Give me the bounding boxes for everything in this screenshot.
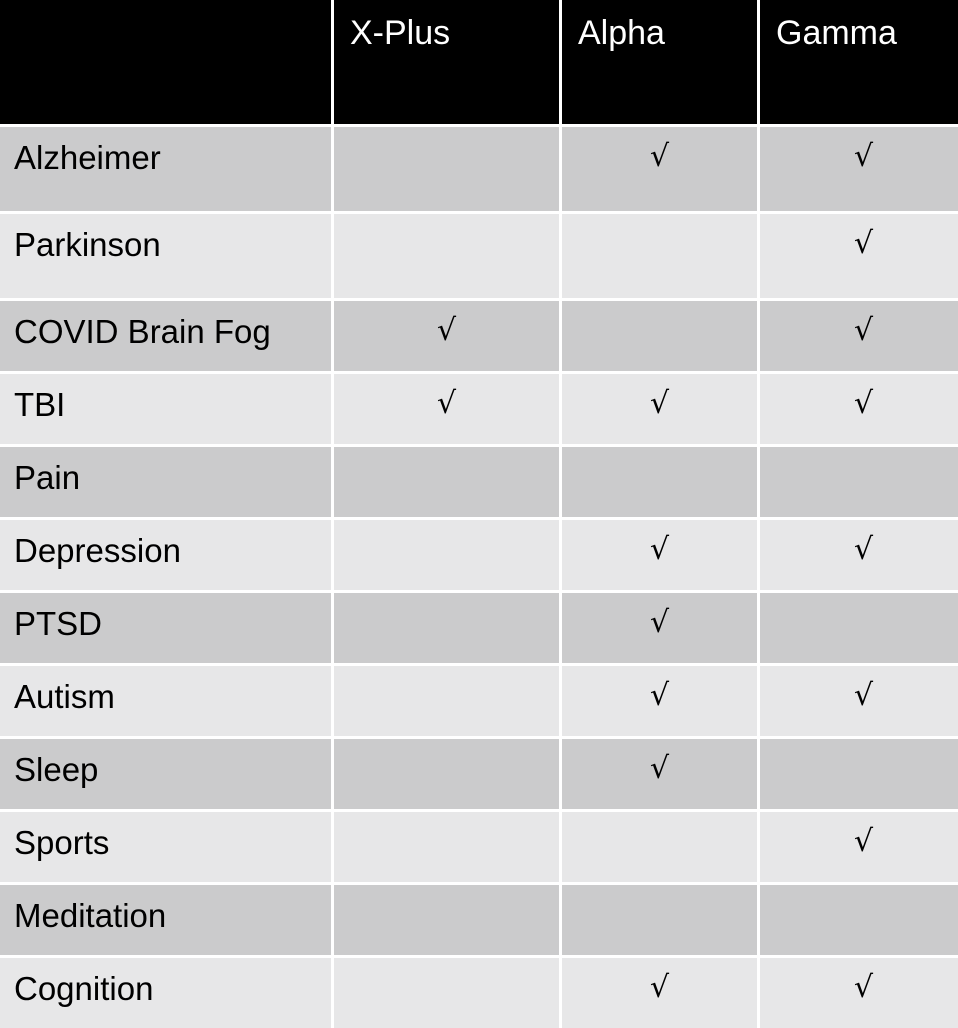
row-label-meditation: Meditation bbox=[0, 885, 331, 955]
check-cell: √ bbox=[562, 958, 757, 1028]
check-cell: √ bbox=[760, 666, 958, 736]
check-cell: √ bbox=[760, 374, 958, 444]
header-xplus: X-Plus bbox=[334, 0, 559, 124]
row-label-cognition: Cognition bbox=[0, 958, 331, 1028]
row-label-tbi: TBI bbox=[0, 374, 331, 444]
check-cell bbox=[334, 593, 559, 663]
check-cell: √ bbox=[760, 520, 958, 590]
check-cell bbox=[334, 739, 559, 809]
row-label-alzheimer: Alzheimer bbox=[0, 127, 331, 211]
check-cell bbox=[562, 301, 757, 371]
row-label-covid-brain-fog: COVID Brain Fog bbox=[0, 301, 331, 371]
header-corner-cell bbox=[0, 0, 331, 124]
row-label-pain: Pain bbox=[0, 447, 331, 517]
check-cell: √ bbox=[760, 214, 958, 298]
check-cell bbox=[760, 593, 958, 663]
check-cell bbox=[334, 127, 559, 211]
check-cell: √ bbox=[562, 666, 757, 736]
check-cell bbox=[334, 666, 559, 736]
row-label-sleep: Sleep bbox=[0, 739, 331, 809]
check-cell bbox=[334, 812, 559, 882]
check-cell bbox=[760, 739, 958, 809]
check-cell: √ bbox=[562, 739, 757, 809]
check-cell: √ bbox=[562, 520, 757, 590]
row-label-sports: Sports bbox=[0, 812, 331, 882]
row-label-ptsd: PTSD bbox=[0, 593, 331, 663]
check-cell: √ bbox=[562, 374, 757, 444]
check-cell: √ bbox=[562, 127, 757, 211]
check-cell: √ bbox=[562, 593, 757, 663]
check-cell: √ bbox=[760, 958, 958, 1028]
check-cell bbox=[562, 447, 757, 517]
row-label-autism: Autism bbox=[0, 666, 331, 736]
check-cell: √ bbox=[334, 301, 559, 371]
check-cell bbox=[334, 958, 559, 1028]
check-cell: √ bbox=[760, 812, 958, 882]
check-cell bbox=[562, 812, 757, 882]
check-cell: √ bbox=[760, 301, 958, 371]
row-label-depression: Depression bbox=[0, 520, 331, 590]
check-cell: √ bbox=[760, 127, 958, 211]
check-cell bbox=[760, 447, 958, 517]
check-cell bbox=[562, 885, 757, 955]
header-gamma: Gamma bbox=[760, 0, 958, 124]
check-cell: √ bbox=[334, 374, 559, 444]
check-cell bbox=[562, 214, 757, 298]
check-cell bbox=[334, 214, 559, 298]
check-cell bbox=[334, 520, 559, 590]
check-cell bbox=[334, 885, 559, 955]
check-cell bbox=[334, 447, 559, 517]
row-label-parkinson: Parkinson bbox=[0, 214, 331, 298]
header-alpha: Alpha bbox=[562, 0, 757, 124]
check-cell bbox=[760, 885, 958, 955]
